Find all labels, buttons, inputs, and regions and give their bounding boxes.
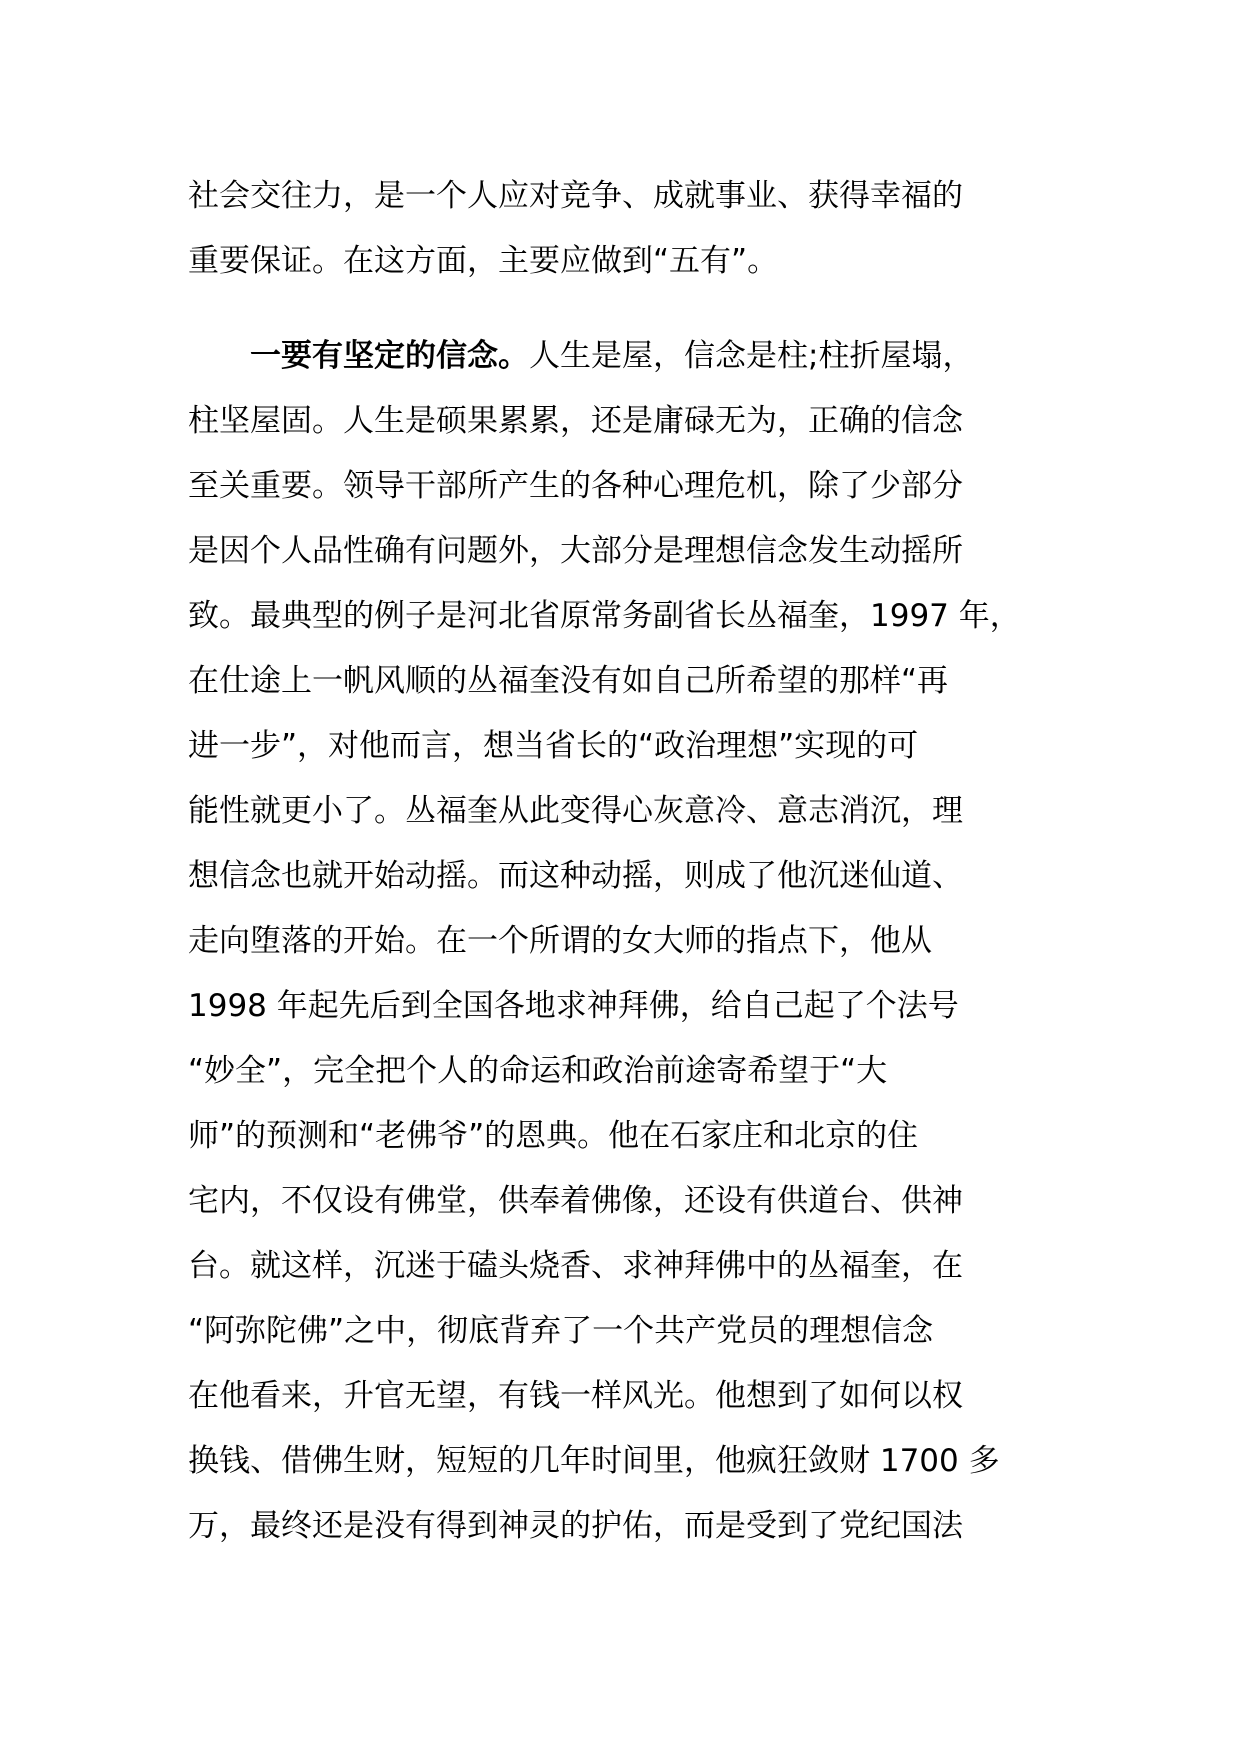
text-line: 换钱、借佛生财，短短的几年时间里，他疯狂敛财 1700 多 — [188, 1443, 1000, 1479]
document-body — [188, 164, 1058, 1559]
text-line: 走向堕落的开始。在一个所谓的女大师的指点下，他从 — [188, 923, 932, 959]
text-line: 至关重要。领导干部所产生的各种心理危机，除了少部分 — [188, 468, 963, 504]
text-line: 想信念也就开始动摇。而这种动摇，则成了他沉迷仙道、 — [188, 858, 963, 894]
text-line: 万，最终还是没有得到神灵的护佑，而是受到了党纪国法 — [188, 1508, 963, 1544]
text-line: 能性就更小了。丛福奎从此变得心灰意冷、意志消沉，理 — [188, 793, 963, 829]
text-line: 重要保证。在这方面，主要应做到“五有”。 — [188, 243, 779, 279]
text-line: 柱坚屋固。人生是硕果累累，还是庸碌无为，正确的信念 — [188, 403, 963, 439]
text-line-first — [188, 324, 1058, 389]
text-run: 人生是屋，信念是柱;柱折屋塌， — [529, 338, 974, 374]
paragraph-heading: 一要有坚定的信念。 — [250, 338, 529, 374]
text-line: 1998 年起先后到全国各地求神拜佛，给自己起了个法号 — [188, 988, 959, 1024]
text-line: 社会交往力，是一个人应对竞争、成就事业、获得幸福的 — [188, 178, 963, 214]
text-line: 在仕途上一帆风顺的丛福奎没有如自己所希望的那样“再 — [188, 663, 949, 699]
text-line: 在他看来，升官无望，有钱一样风光。他想到了如何以权 — [188, 1378, 963, 1414]
text-line: 师”的预测和“老佛爷”的恩典。他在石家庄和北京的住 — [188, 1118, 919, 1154]
paragraph-intro — [188, 164, 1058, 294]
text-line: 台。就这样，沉迷于磕头烧香、求神拜佛中的丛福奎，在 — [188, 1248, 963, 1284]
paragraph-belief — [188, 324, 1058, 1559]
text-line: 进一步”，对他而言，想当省长的“政治理想”实现的可 — [188, 728, 919, 764]
text-line: “妙全”，完全把个人的命运和政治前途寄希望于“大 — [188, 1053, 888, 1089]
text-line: 致。最典型的例子是河北省原常务副省长丛福奎，1997 年， — [188, 598, 1021, 634]
paragraph-spacing — [188, 294, 1058, 324]
text-line: “阿弥陀佛”之中，彻底背弃了一个共产党员的理想信念 — [188, 1313, 934, 1349]
text-line: 是因个人品性确有问题外，大部分是理想信念发生动摇所 — [188, 533, 963, 569]
text-line: 宅内，不仅设有佛堂，供奉着佛像，还设有供道台、供神 — [188, 1183, 963, 1219]
